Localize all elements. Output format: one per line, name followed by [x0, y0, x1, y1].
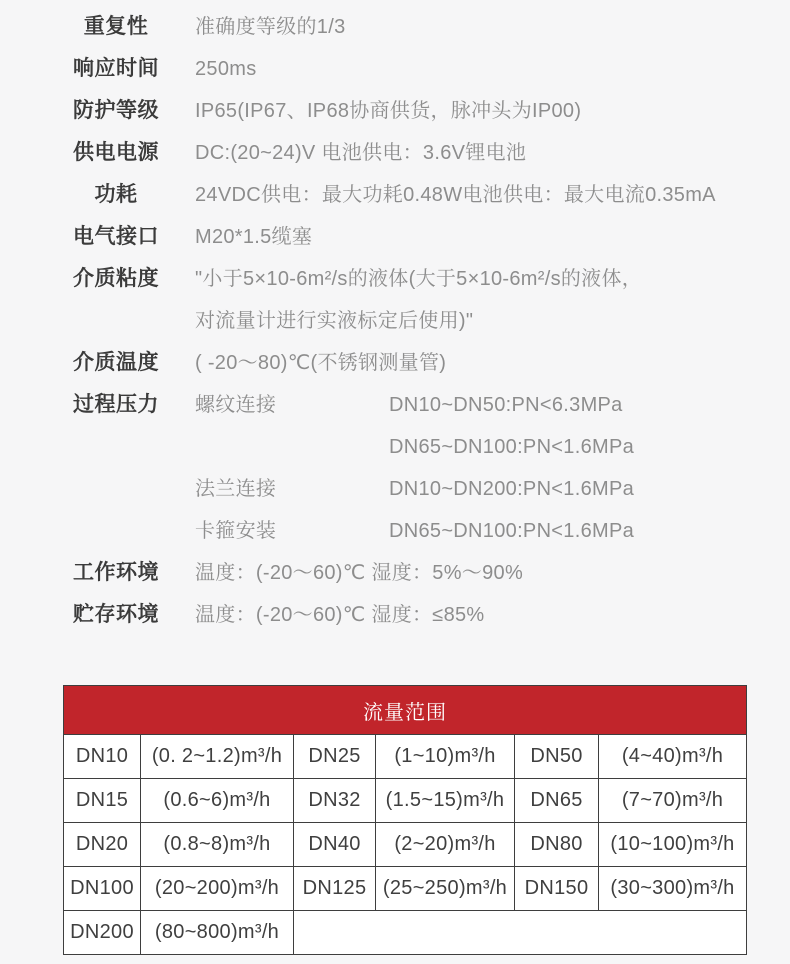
spec-label: 工作环境 [73, 561, 159, 584]
table-title: 流量范围 [64, 686, 747, 735]
range-cell: (0.8~8)m³/h [141, 823, 294, 867]
range-cell: (2~20)m³/h [376, 823, 515, 867]
table-row [64, 735, 747, 779]
range-cell: (1~10)m³/h [376, 735, 515, 779]
range-cell: (80~800)m³/h [141, 911, 294, 955]
table-header-row [64, 686, 747, 735]
spec-value: M20*1.5缆塞 [195, 226, 313, 248]
spec-value-line: 对流量计进行实液标定后使用)" [195, 310, 474, 332]
spec-label: 介质温度 [73, 351, 159, 374]
range-cell: (1.5~15)m³/h [376, 779, 515, 823]
flow-range-table-wrap [63, 685, 747, 955]
spec-label: 响应时间 [73, 57, 159, 80]
spec-value: ( -20～80)℃(不锈钢测量管) [195, 352, 447, 374]
dn-cell: DN20 [64, 823, 141, 867]
pressure-line [195, 426, 634, 468]
range-cell: (30~300)m³/h [599, 867, 747, 911]
table-row [64, 911, 747, 955]
spec-row-power-supply [0, 132, 790, 174]
spec-row-storage-environment [0, 594, 790, 636]
table-row [64, 823, 747, 867]
spec-label: 过程压力 [73, 393, 159, 416]
dn-cell: DN65 [515, 779, 599, 823]
spec-value: 温度：(-20～60)℃ 湿度：5%～90% [195, 562, 524, 584]
dn-cell: DN80 [515, 823, 599, 867]
spec-label: 贮存环境 [73, 603, 159, 626]
spec-value-line: "小于5×10-6m²/s的液体(大于5×10-6m²/s的液体， [195, 268, 643, 290]
dn-cell: DN32 [294, 779, 376, 823]
range-cell: (0.6~6)m³/h [141, 779, 294, 823]
spec-row-medium-viscosity [0, 258, 790, 342]
range-cell: (4~40)m³/h [599, 735, 747, 779]
spec-row-process-pressure [0, 384, 790, 552]
table-row [64, 867, 747, 911]
dn-cell: DN15 [64, 779, 141, 823]
dn-cell: DN100 [64, 867, 141, 911]
dn-cell: DN125 [294, 867, 376, 911]
spec-row-repeatability [0, 6, 790, 48]
pressure-sub-table [195, 384, 634, 552]
spec-value: DC:(20~24)V 电池供电：3.6V锂电池 [195, 142, 527, 164]
pressure-line [195, 510, 634, 552]
spec-value-multiline [195, 258, 642, 342]
dn-cell: DN50 [515, 735, 599, 779]
dn-cell: DN150 [515, 867, 599, 911]
spec-value: IP65(IP67、IP68协商供货，脉冲头为IP00) [195, 100, 582, 122]
spec-label: 介质粘度 [73, 267, 159, 290]
pressure-connection-type: 卡箍安装 [195, 520, 277, 542]
dn-cell: DN25 [294, 735, 376, 779]
spec-row-protection-grade [0, 90, 790, 132]
spec-row-medium-temperature [0, 342, 790, 384]
range-cell: (7~70)m³/h [599, 779, 747, 823]
spec-label: 重复性 [83, 15, 149, 38]
pressure-value: DN10~DN200:PN<1.6MPa [389, 478, 635, 500]
flow-range-table [63, 685, 747, 955]
pressure-connection-type: 螺纹连接 [195, 394, 277, 416]
pressure-line [195, 384, 634, 426]
dn-cell: DN200 [64, 911, 141, 955]
table-row [64, 779, 747, 823]
spec-value: 250ms [195, 58, 257, 80]
pressure-value: DN65~DN100:PN<1.6MPa [389, 436, 635, 458]
range-cell: (10~100)m³/h [599, 823, 747, 867]
spec-row-working-environment [0, 552, 790, 594]
spec-value: 温度：(-20～60)℃ 湿度：≤85% [195, 604, 485, 626]
spec-label: 功耗 [94, 183, 138, 206]
spec-value: 24VDC供电：最大功耗0.48W电池供电：最大电流0.35mA [195, 184, 716, 206]
pressure-value: DN65~DN100:PN<1.6MPa [389, 520, 635, 542]
spec-row-response-time [0, 48, 790, 90]
spec-label: 电气接口 [73, 225, 159, 248]
pressure-value: DN10~DN50:PN<6.3MPa [389, 394, 623, 416]
range-cell: (0. 2~1.2)m³/h [141, 735, 294, 779]
pressure-connection-type [195, 426, 389, 468]
table-cell-empty [294, 911, 747, 955]
spec-label: 供电电源 [73, 141, 159, 164]
dn-cell: DN10 [64, 735, 141, 779]
spec-label: 防护等级 [73, 99, 159, 122]
spec-row-electrical-interface [0, 216, 790, 258]
range-cell: (20~200)m³/h [141, 867, 294, 911]
pressure-line [195, 468, 634, 510]
range-cell: (25~250)m³/h [376, 867, 515, 911]
pressure-connection-type: 法兰连接 [195, 478, 277, 500]
spec-row-power-consumption [0, 174, 790, 216]
spec-value: 准确度等级的1/3 [195, 16, 346, 38]
dn-cell: DN40 [294, 823, 376, 867]
